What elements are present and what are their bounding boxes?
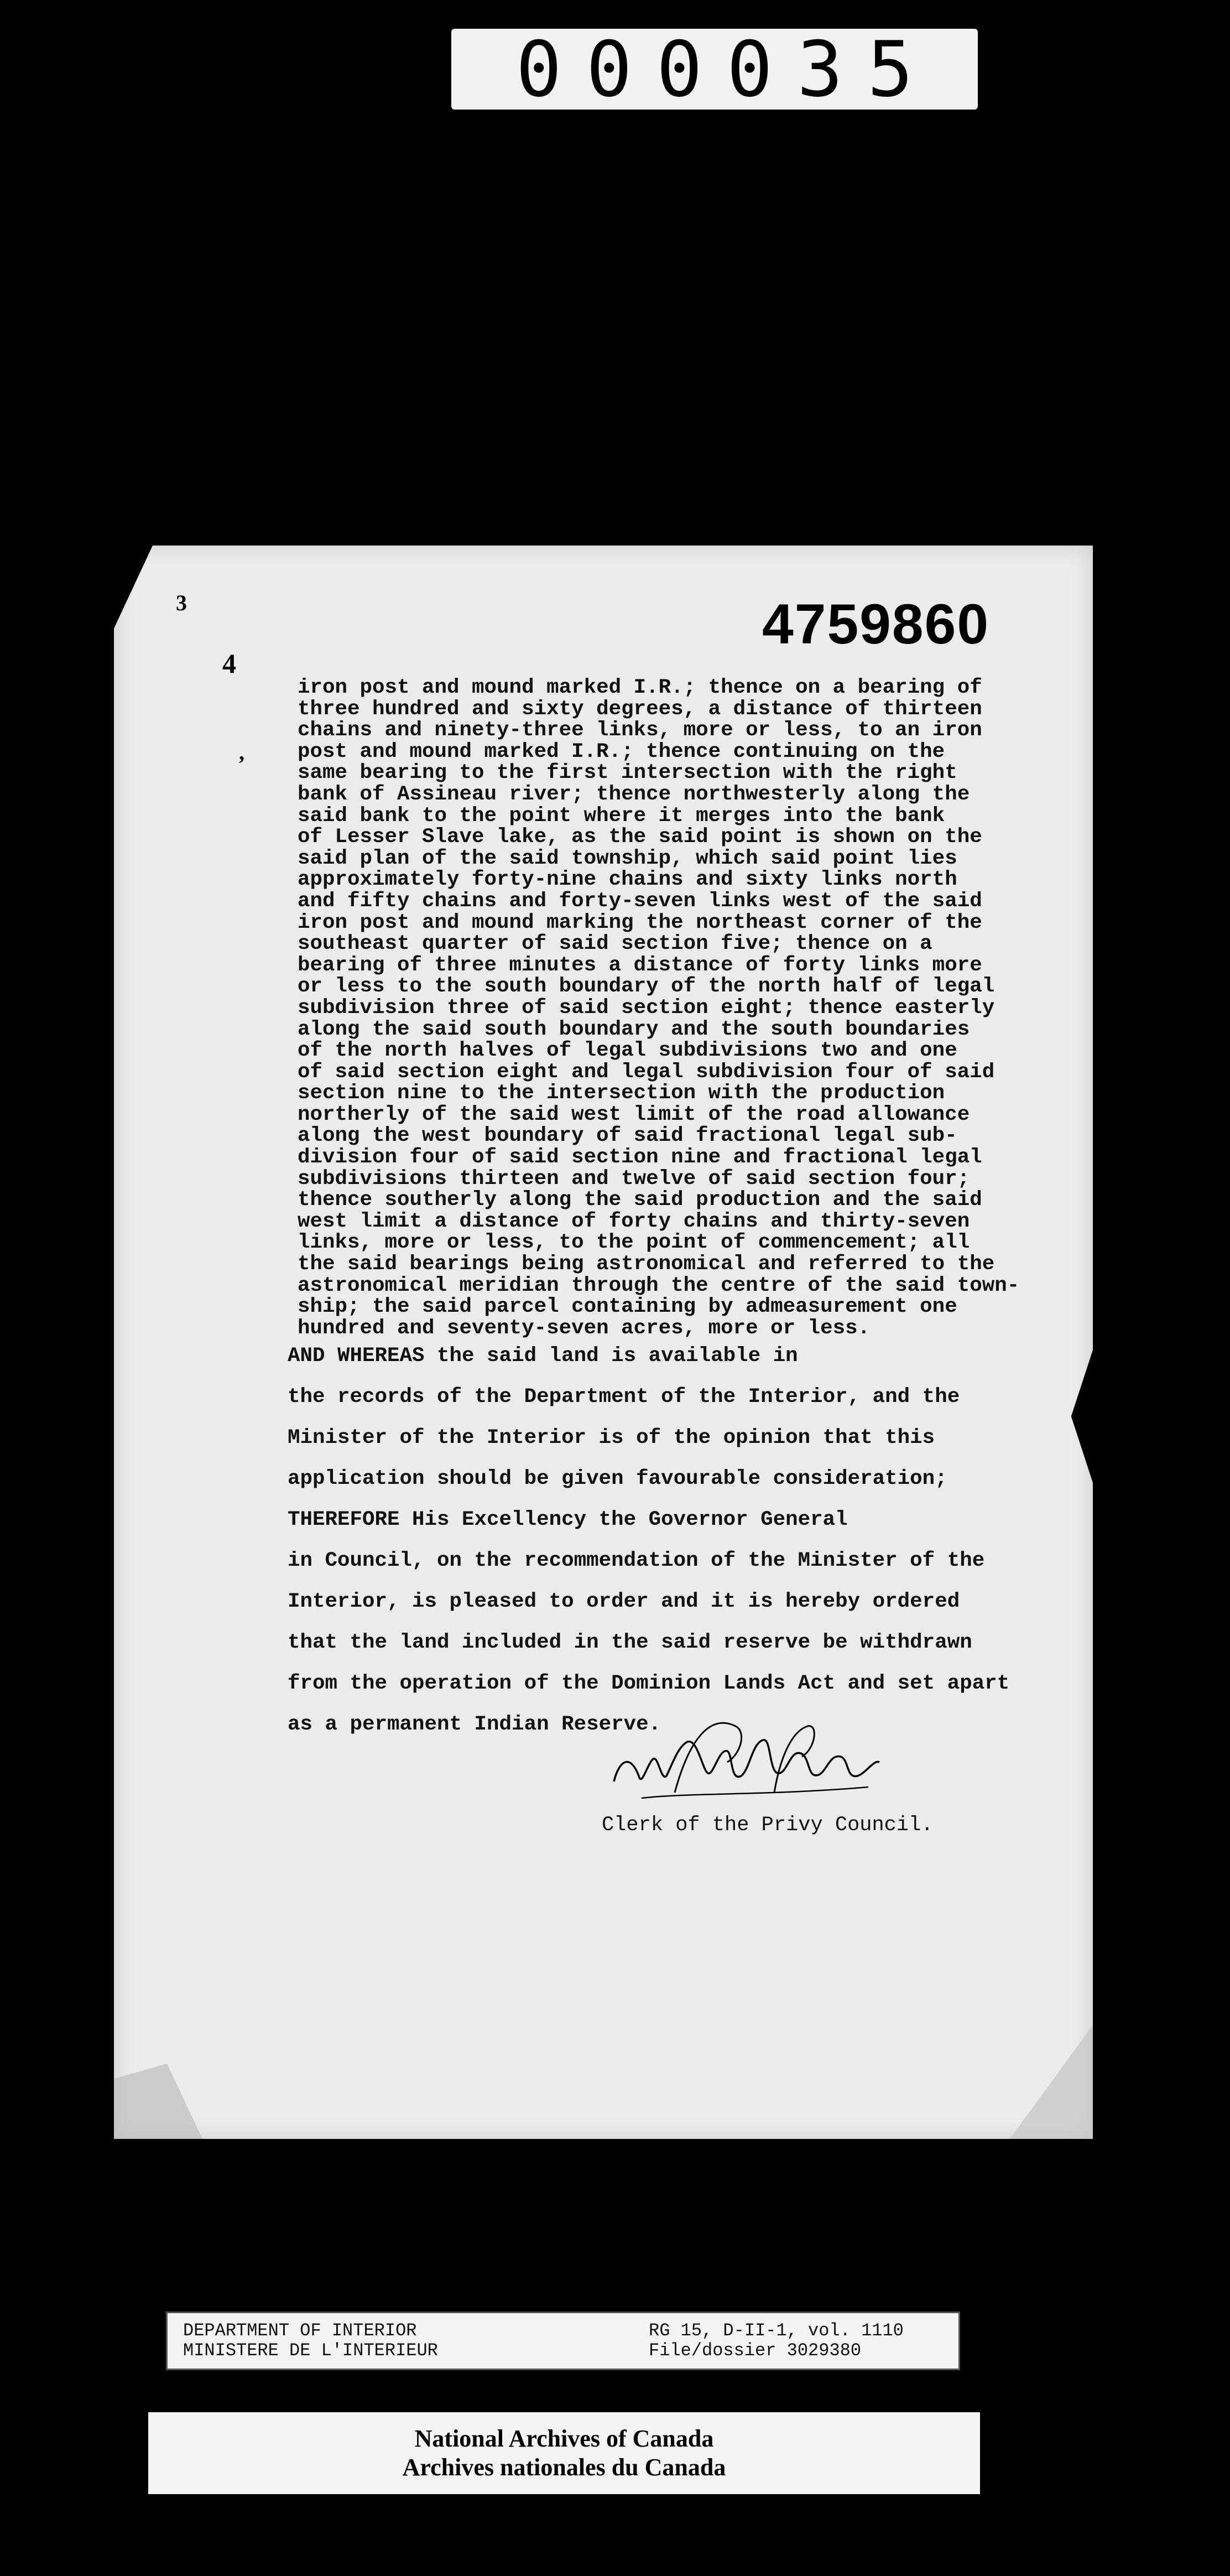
description-line: astronomical meridian through the centre of the said town- xyxy=(298,1274,1020,1297)
record-group-reference: RG 15, D-II-1, vol. 1110 xyxy=(649,2320,904,2341)
description-line: the said bearings being astronomical and referred to the xyxy=(298,1253,995,1276)
torn-corner-top-left xyxy=(114,546,153,629)
whereas-line-3: Minister of the Interior is of the opinion that this xyxy=(288,1426,935,1450)
description-line: post and mound marked I.R.; thence continuing on the xyxy=(298,740,945,764)
department-english: DEPARTMENT OF INTERIOR xyxy=(183,2320,417,2341)
description-line: iron post and mound marked I.R.; thence on a bearing of xyxy=(298,676,982,699)
therefore-line-1: THEREFORE His Excellency the Governor General xyxy=(288,1508,848,1531)
description-line: thence southerly along the said production and the said xyxy=(298,1188,982,1212)
description-line: bearing of three minutes a distance of forty links more xyxy=(298,953,982,977)
description-line: approximately forty-nine chains and sixty links north xyxy=(298,868,957,892)
description-line: subdivisions thirteen and twelve of said section four; xyxy=(298,1167,970,1191)
description-line: iron post and mound marking the northeast corner of the xyxy=(298,911,982,934)
description-line: hundred and seventy-seven acres, more or less. xyxy=(298,1316,871,1340)
frame-number: 000035 xyxy=(515,24,938,114)
description-line: northerly of the said west limit of the road allowance xyxy=(298,1103,970,1126)
description-line: of the north halves of legal subdivisions two and one xyxy=(298,1039,957,1063)
document-number: 4759860 xyxy=(762,593,990,656)
description-line: of Lesser Slave lake, as the said point is shown on the xyxy=(298,825,982,849)
description-line: along the said south boundary and the south boundaries xyxy=(298,1017,970,1041)
archives-banner xyxy=(148,2412,980,2494)
whereas-line-1: AND WHEREAS the said land is available in xyxy=(288,1344,798,1368)
description-line: chains and ninety-three links, more or less, to an iron xyxy=(298,719,982,742)
description-line: same bearing to the first intersection with the right xyxy=(298,761,957,785)
therefore-line-4: that the land included in the said reserve be withdrawn xyxy=(288,1631,972,1654)
clerk-signature xyxy=(608,1710,885,1820)
description-line: ship; the said parcel containing by admeasurement one xyxy=(298,1295,957,1319)
department-french: MINISTERE DE L'INTERIEUR xyxy=(183,2340,438,2361)
margin-mark-2: 4 xyxy=(222,648,236,679)
description-line: subdivision three of said section eight; thence easterly xyxy=(298,996,995,1020)
description-line: links, more or less, to the point of commencement; all xyxy=(298,1231,970,1255)
description-line: said plan of the said township, which said point lies xyxy=(298,846,957,870)
therefore-line-5: from the operation of the Dominion Lands Act and set apart xyxy=(288,1672,1010,1695)
description-line: division four of said section nine and fractional legal xyxy=(298,1146,982,1170)
whereas-line-4: application should be given favourable consideration; xyxy=(288,1467,947,1490)
description-line: said bank to the point where it merges into the bank xyxy=(298,804,945,828)
frame-number-label xyxy=(451,24,978,114)
description-line: section nine to the intersection with the production xyxy=(298,1082,945,1105)
archive-reference-label xyxy=(166,2312,960,2370)
archives-name-english: National Archives of Canada xyxy=(414,2425,714,2452)
property-description xyxy=(298,676,1020,1340)
description-line: of said section eight and legal subdivision four of said xyxy=(298,1060,995,1084)
description-line: or less to the south boundary of the north half of legal xyxy=(298,975,995,999)
description-line: three hundred and sixty degrees, a distance of thirteen xyxy=(298,697,982,721)
margin-mark-3: , xyxy=(239,740,244,765)
therefore-line-2: in Council, on the recommendation of the Minister of the xyxy=(288,1549,985,1572)
archives-name-french: Archives nationales du Canada xyxy=(402,2454,726,2481)
description-line: west limit a distance of forty chains and thirty-seven xyxy=(298,1209,970,1233)
margin-mark-1: 3 xyxy=(176,590,187,615)
description-line: southeast quarter of said section five; thence on a xyxy=(298,932,932,956)
therefore-line-3: Interior, is pleased to order and it is hereby ordered xyxy=(288,1590,960,1613)
therefore-line-6: as a permanent Indian Reserve. xyxy=(288,1713,661,1736)
description-line: along the west boundary of said fractional legal sub- xyxy=(298,1124,957,1148)
whereas-line-2: the records of the Department of the Interior, and the xyxy=(288,1385,960,1409)
description-line: and fifty chains and forty-seven links west of the said xyxy=(298,889,982,913)
signature-title: Clerk of the Privy Council. xyxy=(602,1814,934,1837)
description-line: bank of Assineau river; thence northwesterly along the xyxy=(298,782,970,806)
file-reference: File/dossier 3029380 xyxy=(649,2340,862,2361)
